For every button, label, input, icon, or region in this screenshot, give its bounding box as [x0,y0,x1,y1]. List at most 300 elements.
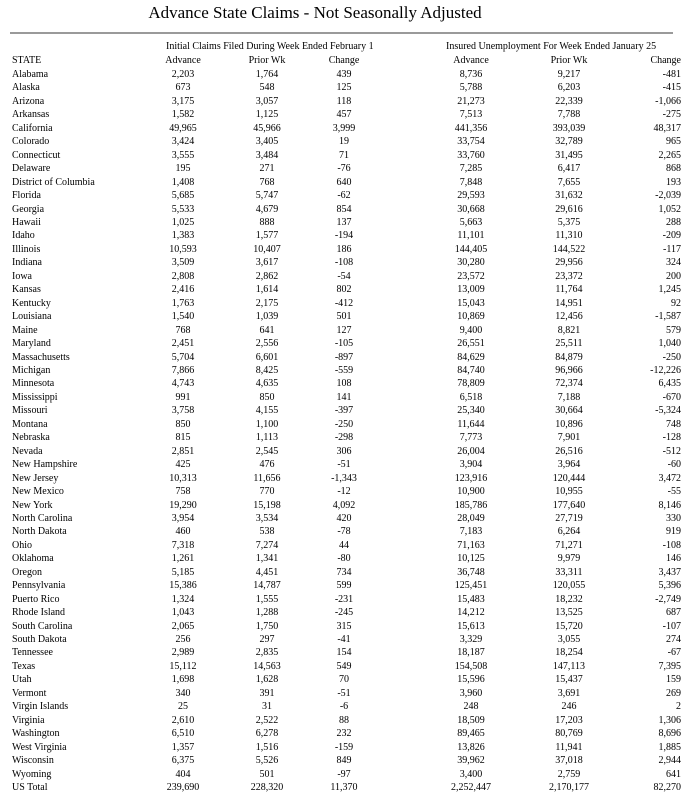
initial-claims-advance: 3,758 [171,405,195,417]
insured-unemployment-change: -275 [662,109,681,121]
initial-claims-change: 734 [336,566,352,578]
state-name: South Carolina [12,620,73,632]
state-name: Alaska [12,82,40,94]
initial-claims-prior-week: 6,278 [255,728,279,740]
initial-claims-advance: 5,533 [171,203,195,215]
insured-unemployment-change: 1,052 [658,203,681,215]
initial-claims-prior-week: 14,787 [253,580,281,592]
insured-unemployment-advance: 13,009 [457,284,485,296]
initial-claims-change: 154 [336,647,352,659]
column-header-iu-change: Change [650,55,681,66]
insured-unemployment-change: 1,306 [658,714,681,726]
initial-claims-change: 70 [339,674,349,686]
table-row [0,351,688,364]
page-title: Advance State Claims - Not Seasonally Adjusted [148,3,482,22]
insured-unemployment-change: 965 [666,136,681,148]
initial-claims-advance: 2,451 [171,338,195,350]
insured-unemployment-advance: 11,644 [457,418,485,430]
initial-claims-change: 854 [336,203,352,215]
insured-unemployment-advance: 28,049 [457,512,485,524]
insured-unemployment-advance: 30,280 [457,257,485,269]
insured-unemployment-prior-week: 26,516 [555,445,583,457]
initial-claims-change: -105 [334,338,354,350]
state-name: Delaware [12,163,51,175]
initial-claims-advance: 5,685 [171,190,195,202]
initial-claims-prior-week: 1,614 [255,284,279,296]
insured-unemployment-change: -415 [662,82,681,94]
initial-claims-prior-week: 2,545 [255,445,279,457]
initial-claims-prior-week: 5,526 [255,755,279,767]
insured-unemployment-advance: 15,043 [457,297,485,309]
insured-unemployment-prior-week: 7,901 [557,432,581,444]
insured-unemployment-change: 1,245 [658,284,681,296]
initial-claims-advance: 1,324 [171,593,195,605]
insured-unemployment-advance: 14,212 [457,607,485,619]
initial-claims-advance: 673 [175,82,191,94]
insured-unemployment-prior-week: 13,525 [555,607,583,619]
table-row [0,364,688,377]
insured-unemployment-change: -107 [662,620,681,632]
insured-unemployment-change: 48,317 [653,122,681,134]
initial-claims-prior-week: 11,656 [253,472,281,484]
column-header-ic-prior: Prior Wk [248,55,286,66]
initial-claims-advance: 340 [175,687,191,699]
insured-unemployment-prior-week: 144,522 [552,243,586,255]
initial-claims-change: -12 [337,486,351,498]
initial-claims-prior-week: 14,563 [253,660,281,672]
initial-claims-change: 88 [339,714,349,726]
initial-claims-prior-week: 1,750 [255,620,279,632]
insured-unemployment-prior-week: 7,188 [557,391,581,403]
insured-unemployment-advance: 30,668 [457,203,485,215]
table-row [0,700,688,713]
initial-claims-prior-week: 6,601 [255,351,279,363]
initial-claims-change: -6 [339,701,349,713]
insured-unemployment-change: -670 [662,391,681,403]
insured-unemployment-prior-week: 10,955 [555,486,583,498]
initial-claims-prior-week: 1,628 [255,674,279,686]
insured-unemployment-prior-week: 37,018 [555,755,583,767]
state-name: Colorado [12,136,50,148]
table-row [0,135,688,148]
initial-claims-change: -159 [334,741,354,753]
insured-unemployment-prior-week: 5,375 [557,216,581,228]
table-row [0,445,688,458]
table-row [0,552,688,565]
initial-claims-prior-week: 5,747 [255,190,279,202]
insured-unemployment-change: -1,587 [655,311,681,323]
initial-claims-change: -559 [334,364,354,376]
column-header-row [0,55,688,67]
insured-unemployment-advance: 10,869 [457,311,485,323]
state-name: Arkansas [12,109,50,121]
initial-claims-prior-week: 4,155 [255,405,279,417]
initial-claims-prior-week: 1,577 [255,230,279,242]
insured-unemployment-change: 288 [666,216,681,228]
initial-claims-advance: 3,424 [171,136,195,148]
initial-claims-prior-week: 297 [259,634,275,646]
insured-unemployment-change: 274 [666,634,681,646]
state-name: Nevada [12,445,43,457]
initial-claims-advance: 7,866 [171,364,195,376]
insured-unemployment-advance: 26,551 [457,338,485,350]
insured-unemployment-prior-week: 71,271 [555,539,583,551]
initial-claims-advance: 3,555 [171,149,195,161]
insured-unemployment-change: 324 [666,257,681,269]
initial-claims-change: 127 [336,324,352,336]
state-name: New Hampshire [12,459,78,471]
table-row [0,404,688,417]
table-row [0,149,688,162]
table-row [0,189,688,202]
insured-unemployment-prior-week: 120,055 [552,580,586,592]
insured-unemployment-advance: 29,593 [457,190,485,202]
insured-unemployment-change: 8,146 [658,499,681,511]
initial-claims-advance: 7,318 [171,539,195,551]
table-row [0,458,688,471]
state-name: Louisiana [12,311,52,323]
initial-claims-change: -231 [334,593,354,605]
insured-unemployment-change: -128 [662,432,681,444]
initial-claims-change: -41 [337,634,351,646]
initial-claims-prior-week: 4,635 [255,378,279,390]
column-header-iu-advance: Advance [453,55,489,66]
insured-unemployment-advance: 123,916 [454,472,488,484]
insured-unemployment-prior-week: 14,951 [555,297,583,309]
insured-unemployment-change: 919 [666,526,681,538]
table-row [0,593,688,606]
initial-claims-advance: 239,690 [166,782,200,794]
state-name: Tennessee [12,647,53,659]
column-header-ic-change: Change [328,55,360,66]
insured-unemployment-advance: 7,773 [459,432,483,444]
insured-unemployment-change: -5,324 [655,405,681,417]
insured-unemployment-advance: 3,904 [459,459,483,471]
insured-unemployment-prior-week: 12,456 [555,311,583,323]
initial-claims-advance: 1,582 [171,109,195,121]
insured-unemployment-advance: 9,400 [459,324,483,336]
initial-claims-advance: 49,965 [169,122,197,134]
initial-claims-change: 420 [336,512,352,524]
state-name: Kansas [12,284,41,296]
insured-unemployment-prior-week: 18,254 [555,647,583,659]
initial-claims-prior-week: 2,175 [255,297,279,309]
state-name: California [12,122,53,134]
initial-claims-change: 141 [336,391,352,403]
insured-unemployment-advance: 185,786 [454,499,488,511]
state-name: Vermont [12,687,47,699]
insured-unemployment-prior-week: 17,203 [555,714,583,726]
initial-claims-advance: 850 [175,418,191,430]
initial-claims-prior-week: 3,617 [255,257,279,269]
state-name: Indiana [12,257,42,269]
table-row [0,781,688,794]
insured-unemployment-prior-week: 11,310 [555,230,583,242]
insured-unemployment-change: 193 [666,176,681,188]
initial-claims-change: 439 [336,69,352,80]
insured-unemployment-change: 200 [666,270,681,282]
table-row [0,499,688,512]
state-name: New Mexico [12,486,64,498]
insured-unemployment-advance: 7,848 [459,176,483,188]
initial-claims-change: 802 [336,284,352,296]
insured-unemployment-advance: 2,252,447 [451,782,491,794]
insured-unemployment-prior-week: 15,720 [555,620,583,632]
state-name: New Jersey [12,472,59,484]
initial-claims-prior-week: 4,679 [255,203,279,215]
insured-unemployment-prior-week: 2,759 [557,768,581,780]
table-row [0,310,688,323]
insured-unemployment-prior-week: 147,113 [552,660,586,672]
column-header-iu-prior: Prior Wk [550,55,588,66]
insured-unemployment-prior-week: 6,417 [557,163,581,175]
insured-unemployment-change: -1,066 [655,95,681,107]
state-name: Hawaii [12,216,41,228]
initial-claims-advance: 2,808 [171,270,195,282]
table-row [0,525,688,538]
insured-unemployment-advance: 10,900 [457,486,485,498]
initial-claims-advance: 1,698 [171,674,195,686]
initial-claims-advance: 195 [175,163,191,175]
initial-claims-change: 71 [339,149,349,161]
insured-unemployment-prior-week: 96,966 [555,364,583,376]
table-row [0,216,688,229]
initial-claims-advance: 768 [175,324,191,336]
initial-claims-prior-week: 641 [259,324,275,336]
insured-unemployment-prior-week: 9,979 [557,553,581,565]
insured-unemployment-prior-week: 32,789 [555,136,583,148]
insured-unemployment-prior-week: 8,821 [557,324,581,336]
initial-claims-prior-week: 476 [259,459,275,471]
initial-claims-change: 118 [336,95,352,107]
initial-claims-change: -298 [334,432,354,444]
insured-unemployment-change: 6,435 [658,378,681,390]
state-name: Maryland [12,338,51,350]
insured-unemployment-prior-week: 6,203 [557,82,581,94]
initial-claims-change: 306 [336,445,352,457]
initial-claims-prior-week: 1,100 [255,418,279,430]
initial-claims-change: -194 [334,230,354,242]
initial-claims-change: 315 [336,620,352,632]
initial-claims-advance: 1,025 [171,216,195,228]
insured-unemployment-change: -108 [662,539,681,551]
table-row [0,673,688,686]
insured-unemployment-advance: 5,788 [459,82,483,94]
initial-claims-advance: 404 [175,768,191,780]
state-name: Kentucky [12,297,51,309]
column-header-ic-advance: Advance [165,55,201,66]
insured-unemployment-advance: 3,329 [459,634,483,646]
insured-unemployment-prior-week: 72,374 [555,378,583,390]
initial-claims-advance: 10,593 [169,243,197,255]
initial-claims-change: -245 [334,607,354,619]
insured-unemployment-change: 7,395 [658,660,681,672]
insured-unemployment-prior-week: 246 [561,701,577,713]
initial-claims-change: -54 [337,270,351,282]
state-name: Washington [12,728,60,740]
table-row [0,203,688,216]
state-name: Arizona [12,95,45,107]
insured-unemployment-advance: 15,483 [457,593,485,605]
initial-claims-prior-week: 2,522 [255,714,279,726]
state-name: Pennsylvania [12,580,66,592]
initial-claims-advance: 10,313 [169,472,197,484]
insured-unemployment-prior-week: 7,788 [557,109,581,121]
initial-claims-prior-week: 3,534 [255,512,279,524]
initial-claims-prior-week: 3,405 [255,136,279,148]
initial-claims-change: 125 [336,82,352,94]
state-name: Georgia [12,203,45,215]
insured-unemployment-prior-week: 7,655 [557,176,581,188]
table-row [0,95,688,108]
initial-claims-change: 19 [339,136,349,148]
initial-claims-prior-week: 768 [259,176,275,188]
initial-claims-prior-week: 548 [259,82,275,94]
insured-unemployment-change: -2,749 [655,593,681,605]
initial-claims-prior-week: 888 [259,216,275,228]
initial-claims-advance: 425 [175,459,191,471]
state-name: Utah [12,674,32,686]
insured-unemployment-prior-week: 393,039 [552,122,586,134]
insured-unemployment-advance: 39,962 [457,755,485,767]
table-row [0,418,688,431]
insured-unemployment-change: 1,885 [658,741,681,753]
table-row [0,727,688,740]
table-row [0,566,688,579]
initial-claims-change: 457 [336,109,352,121]
table-row [0,270,688,283]
table-row [0,472,688,485]
initial-claims-change: -108 [334,257,354,269]
insured-unemployment-prior-week: 27,719 [555,512,583,524]
insured-unemployment-change: -250 [662,351,681,363]
state-name: Oklahoma [12,553,54,565]
insured-unemployment-advance: 21,273 [457,95,485,107]
initial-claims-prior-week: 3,484 [255,149,279,161]
insured-unemployment-prior-week: 10,896 [555,418,583,430]
initial-claims-prior-week: 1,039 [255,311,279,323]
initial-claims-prior-week: 31 [262,701,272,713]
insured-unemployment-advance: 8,736 [459,69,483,80]
initial-claims-change: 44 [339,539,349,551]
insured-unemployment-change: -12,226 [650,364,681,376]
insured-unemployment-advance: 84,629 [457,351,485,363]
insured-unemployment-advance: 248 [463,701,479,713]
insured-unemployment-advance: 3,400 [459,768,483,780]
initial-claims-change: 108 [336,378,352,390]
state-name: West Virginia [12,741,67,753]
initial-claims-prior-week: 2,556 [255,338,279,350]
initial-claims-advance: 1,763 [171,297,195,309]
insured-unemployment-change: -209 [662,230,681,242]
insured-unemployment-prior-week: 29,616 [555,203,583,215]
state-name: North Dakota [12,526,67,538]
insured-unemployment-advance: 154,508 [454,660,488,672]
insured-unemployment-prior-week: 3,691 [557,687,581,699]
insured-unemployment-change: 579 [666,324,681,336]
state-name: North Carolina [12,512,73,524]
table-row [0,391,688,404]
state-name: Connecticut [12,149,61,161]
table-row [0,606,688,619]
initial-claims-change: 232 [336,728,352,740]
initial-claims-advance: 2,416 [171,284,195,296]
insured-unemployment-change: -117 [663,243,681,255]
initial-claims-change: 549 [336,660,352,672]
state-name: New York [12,499,53,511]
insured-unemployment-prior-week: 177,640 [552,499,586,511]
state-name: Michigan [12,364,51,376]
initial-claims-prior-week: 391 [259,687,275,699]
initial-claims-change: 599 [336,580,352,592]
insured-unemployment-advance: 7,285 [459,163,483,175]
insured-unemployment-change: 2,944 [658,755,681,767]
initial-claims-prior-week: 1,555 [255,593,279,605]
insured-unemployment-change: 8,696 [658,728,681,740]
initial-claims-advance: 1,540 [171,311,195,323]
insured-unemployment-prior-week: 6,264 [557,526,581,538]
insured-unemployment-advance: 5,663 [459,216,483,228]
initial-claims-change: -62 [337,190,351,202]
state-name: US Total [12,782,48,794]
table-row [0,485,688,498]
insured-unemployment-advance: 441,356 [454,122,488,134]
initial-claims-prior-week: 501 [259,768,275,780]
initial-claims-advance: 19,290 [169,499,197,511]
insured-unemployment-change: 3,472 [658,472,681,484]
table-row [0,620,688,633]
initial-claims-advance: 1,043 [171,607,195,619]
table-row [0,324,688,337]
initial-claims-change: 849 [336,755,352,767]
insured-unemployment-change: 2 [676,701,681,713]
table-row [0,162,688,175]
insured-unemployment-advance: 7,513 [459,109,483,121]
state-name: Missouri [12,405,48,417]
initial-claims-prior-week: 2,862 [255,270,279,282]
insured-unemployment-advance: 15,596 [457,674,485,686]
initial-claims-change: -1,343 [331,472,357,484]
initial-claims-change: -80 [337,553,351,565]
insured-unemployment-advance: 7,183 [459,526,483,538]
insured-unemployment-prior-week: 3,055 [557,634,581,646]
table-row [0,768,688,781]
insured-unemployment-change: -481 [662,69,681,80]
initial-claims-advance: 2,610 [171,714,195,726]
initial-claims-advance: 1,261 [171,553,195,565]
initial-claims-change: -76 [337,163,351,175]
insured-unemployment-change: 868 [666,163,681,175]
insured-unemployment-advance: 10,125 [457,553,485,565]
insured-unemployment-advance: 125,451 [454,580,488,592]
table-row [0,377,688,390]
initial-claims-advance: 6,510 [171,728,195,740]
initial-claims-advance: 3,954 [171,512,195,524]
initial-claims-prior-week: 1,288 [255,607,279,619]
insured-unemployment-prior-week: 80,769 [555,728,583,740]
insured-unemployment-change: -60 [667,459,681,471]
table-row [0,512,688,525]
state-name: Minnesota [12,378,55,390]
initial-claims-advance: 5,704 [171,351,195,363]
insured-unemployment-advance: 6,518 [459,391,483,403]
insured-unemployment-change: 687 [666,607,681,619]
state-name: Montana [12,418,48,430]
insured-unemployment-change: 159 [666,674,681,686]
insured-unemployment-change: -67 [667,647,681,659]
initial-claims-prior-week: 4,451 [255,566,279,578]
initial-claims-advance: 758 [175,486,191,498]
